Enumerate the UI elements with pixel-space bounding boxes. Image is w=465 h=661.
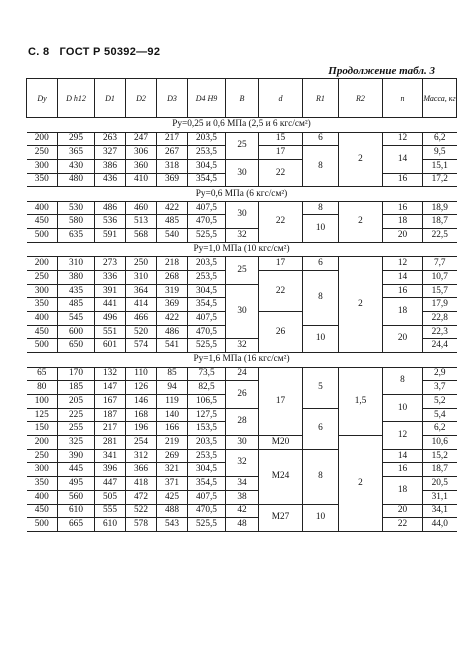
cell: 445 [58,463,95,477]
cell: 407,5 [188,201,226,215]
flange-dimensions-table [26,78,457,532]
cell: 17 [259,367,303,435]
cell: 591 [95,229,126,243]
cell: 410 [126,173,157,187]
cell: 219 [157,436,188,450]
cell: 10,6 [423,436,457,450]
cell: 250 [27,146,58,160]
cell: 16 [383,284,423,298]
cell: 20 [383,229,423,243]
cell: 150 [27,422,58,436]
col-r2: R2 [339,79,383,118]
cell: 555 [95,504,126,518]
cell: 300 [27,463,58,477]
cell: 610 [58,504,95,518]
cell: 2 [339,257,383,353]
cell: 466 [126,312,157,326]
cell: 82,5 [188,381,226,395]
cell: 635 [58,229,95,243]
cell: 15 [259,132,303,146]
cell: 250 [27,449,58,463]
cell: 25 [226,132,259,159]
cell: 568 [126,229,157,243]
table-row [27,367,457,381]
cell: 500 [27,518,58,532]
cell: 390 [58,449,95,463]
cell: 354,5 [188,173,226,187]
cell: 273 [95,257,126,271]
cell: 366 [126,463,157,477]
cell: 26 [259,312,303,353]
cell: 14 [383,146,423,173]
cell: 336 [95,271,126,285]
cell: 30 [226,284,259,339]
cell: M27 [259,504,303,531]
cell: 30 [226,436,259,450]
cell: 18,7 [423,463,457,477]
cell: 450 [27,504,58,518]
cell: 450 [27,215,58,229]
cell: 187 [95,408,126,422]
cell: 80 [27,381,58,395]
cell: 6,2 [423,422,457,436]
cell: M24 [259,449,303,504]
cell: 119 [157,395,188,409]
cell: 8 [303,449,339,504]
cell: 185 [58,381,95,395]
cell: 269 [157,449,188,463]
cell: 126 [126,381,157,395]
cell: 20,5 [423,477,457,491]
cell: 318 [157,159,188,173]
cell: 170 [58,367,95,381]
cell: 450 [27,325,58,339]
cell: 12 [383,257,423,271]
cell: 470,5 [188,325,226,339]
cell: 470,5 [188,215,226,229]
cell: 436 [95,173,126,187]
cell: 495 [58,477,95,491]
cell: 8 [383,367,423,394]
cell: 5,2 [423,395,457,409]
cell: 225 [58,408,95,422]
cell: 422 [157,201,188,215]
cell: 321 [157,463,188,477]
cell: 18 [383,215,423,229]
cell: 17,2 [423,173,457,187]
standard-number: ГОСТ Р 50392—92 [59,46,161,58]
cell: 140 [157,408,188,422]
cell: 31,1 [423,490,457,504]
cell: 281 [95,436,126,450]
cell: 25 [226,257,259,284]
cell: 203,5 [188,257,226,271]
cell: 6,2 [423,132,457,146]
cell: 551 [95,325,126,339]
cell: 386 [95,159,126,173]
col-b: B [226,79,259,118]
table-row [27,449,457,463]
cell: 106,5 [188,395,226,409]
cell: 200 [27,257,58,271]
cell: 486 [95,201,126,215]
cell: 267 [157,146,188,160]
cell: 28 [226,408,259,435]
cell: 32 [226,229,259,243]
cell: 525,5 [188,339,226,353]
cell: 306 [126,146,157,160]
cell: 485 [58,298,95,312]
cell: 360 [126,159,157,173]
cell: 196 [126,422,157,436]
section-title-row [27,118,457,133]
table-header-row [27,79,457,118]
cell: 2 [339,132,383,187]
table-row [27,229,457,243]
cell: 665 [58,518,95,532]
cell: 10,7 [423,271,457,285]
cell: 513 [126,215,157,229]
cell: 146 [126,395,157,409]
cell: 391 [95,284,126,298]
cell: 530 [58,201,95,215]
col-r1: R1 [303,79,339,118]
cell: 472 [126,490,157,504]
cell: 6 [303,257,339,271]
cell: 341 [95,449,126,463]
cell: 16 [383,173,423,187]
cell: 500 [27,229,58,243]
col-d3: D3 [157,79,188,118]
cell: 85 [157,367,188,381]
cell: 17,9 [423,298,457,312]
cell: 18 [383,477,423,504]
cell: 541 [157,339,188,353]
cell: 470,5 [188,504,226,518]
section-title: Py=1,0 МПа (10 кгс/см²) [193,244,290,255]
cell: 2,9 [423,367,457,381]
cell: 2 [339,201,383,242]
cell: 354,5 [188,477,226,491]
section-title-row [27,187,457,202]
cell: 350 [27,477,58,491]
cell: 253,5 [188,271,226,285]
cell: 34,1 [423,504,457,518]
cell: 110 [126,367,157,381]
cell: 2 [339,436,383,532]
cell: 167 [95,395,126,409]
cell: 22 [383,518,423,532]
cell: 73,5 [188,367,226,381]
cell: 254 [126,436,157,450]
col-d2: D2 [126,79,157,118]
table-row [27,518,457,532]
cell: 610 [95,518,126,532]
cell: 10 [383,395,423,422]
cell: 38 [226,490,259,504]
table-row [27,201,457,215]
cell: 253,5 [188,449,226,463]
col-n: n [383,79,423,118]
cell: 16 [383,201,423,215]
cell: 65 [27,367,58,381]
cell: 560 [58,490,95,504]
cell: 22 [259,271,303,312]
cell: 203,5 [188,436,226,450]
cell: 12 [383,132,423,146]
cell: 15,7 [423,284,457,298]
cell: 350 [27,298,58,312]
cell: 460 [126,201,157,215]
cell: 601 [95,339,126,353]
cell: 32 [226,449,259,476]
section-title-row [27,242,457,257]
table-row [27,504,457,518]
cell: 42 [226,504,259,518]
cell: 166 [157,422,188,436]
page-header [28,46,160,58]
cell: 522 [126,504,157,518]
cell: 574 [126,339,157,353]
cell: 505 [95,490,126,504]
cell: 218 [157,257,188,271]
cell: 205 [58,395,95,409]
cell: 22,3 [423,325,457,339]
cell: 300 [27,284,58,298]
table-row [27,257,457,271]
cell: 578 [126,518,157,532]
cell: 543 [157,518,188,532]
col-mass: Масса, кг [423,79,457,118]
cell: 525,5 [188,518,226,532]
cell: 536 [95,215,126,229]
cell: 430 [58,159,95,173]
cell: 22,8 [423,312,457,326]
cell: 304,5 [188,284,226,298]
cell: 5,4 [423,408,457,422]
cell: 295 [58,132,95,146]
cell: 217 [157,132,188,146]
cell: 268 [157,271,188,285]
cell: 650 [58,339,95,353]
cell: 5 [303,367,339,408]
cell: 327 [95,146,126,160]
cell: 3,7 [423,381,457,395]
cell: 22 [259,159,303,186]
cell: 369 [157,173,188,187]
cell: 425 [157,490,188,504]
col-bolt-d: d [259,79,303,118]
cell: 396 [95,463,126,477]
cell: 407,5 [188,490,226,504]
cell: 10 [303,504,339,531]
cell: 247 [126,132,157,146]
cell: 48 [226,518,259,532]
cell: 496 [95,312,126,326]
cell: 304,5 [188,159,226,173]
cell: 16 [383,463,423,477]
cell: 94 [157,381,188,395]
cell: 485 [157,215,188,229]
cell: 34 [226,477,259,491]
cell: 6 [303,132,339,146]
cell: 488 [157,504,188,518]
cell: 414 [126,298,157,312]
cell: 217 [95,422,126,436]
cell: 18 [383,298,423,325]
continuation-label: Продолжение табл. 3 [328,65,435,77]
cell: 380 [58,271,95,285]
table-row [27,477,457,491]
cell: 9,5 [423,146,457,160]
cell: 44,0 [423,518,457,532]
cell: 1,5 [339,367,383,435]
section-title-row [27,353,457,368]
cell: 24,4 [423,339,457,353]
page-number: С. 8 [28,46,50,58]
cell: 200 [27,132,58,146]
cell: 364 [126,284,157,298]
cell: 153,5 [188,422,226,436]
cell: 18,9 [423,201,457,215]
cell: 486 [157,325,188,339]
cell: 8 [303,271,339,326]
cell: 12 [383,422,423,449]
cell: 422 [157,312,188,326]
cell: 10 [303,215,339,242]
cell: 400 [27,490,58,504]
cell: 354,5 [188,298,226,312]
cell: 100 [27,395,58,409]
cell: 540 [157,229,188,243]
cell: 312 [126,449,157,463]
cell: 14 [383,449,423,463]
cell: 525,5 [188,229,226,243]
cell: 441 [95,298,126,312]
cell: 18,7 [423,215,457,229]
cell: 263 [95,132,126,146]
cell: 125 [27,408,58,422]
cell: 203,5 [188,132,226,146]
cell: 580 [58,215,95,229]
cell: 200 [27,436,58,450]
cell: 253,5 [188,146,226,160]
col-d1: D1 [95,79,126,118]
cell: 22 [259,201,303,242]
cell: 26 [226,381,259,408]
cell: 371 [157,477,188,491]
col-dy: Dy [27,79,58,118]
cell: 325 [58,436,95,450]
cell: 6 [303,408,339,449]
cell: 300 [27,159,58,173]
cell: 30 [226,159,259,186]
cell: 369 [157,298,188,312]
cell: 15,2 [423,449,457,463]
cell: 400 [27,312,58,326]
cell: 319 [157,284,188,298]
table-row [27,284,457,298]
cell: 407,5 [188,312,226,326]
cell: 24 [226,367,259,381]
cell: 480 [58,173,95,187]
cell: 447 [95,477,126,491]
section-title: Py=1,6 МПа (16 кгс/см²) [193,354,290,365]
cell: 17 [259,257,303,271]
cell: 250 [27,271,58,285]
cell: 30 [226,201,259,228]
table-row [27,132,457,146]
cell: 600 [58,325,95,339]
cell: 132 [95,367,126,381]
cell: 250 [126,257,157,271]
cell: 365 [58,146,95,160]
cell: 8 [303,201,339,215]
cell: 435 [58,284,95,298]
section-title: Py=0,25 и 0,6 МПа (2,5 и 6 кгс/см²) [172,119,311,130]
cell: 20 [383,504,423,518]
cell: M20 [259,436,303,450]
cell: 32 [226,339,259,353]
cell: 350 [27,173,58,187]
col-d4: D4 H9 [188,79,226,118]
cell: 520 [126,325,157,339]
section-title: Py=0,6 МПа (6 кгс/см²) [195,188,288,199]
cell: 400 [27,201,58,215]
cell: 310 [126,271,157,285]
cell: 14 [383,271,423,285]
cell: 127,5 [188,408,226,422]
cell: 17 [259,146,303,160]
col-d: D h12 [58,79,95,118]
cell: 7,7 [423,257,457,271]
cell: 20 [383,325,423,352]
cell: 310 [58,257,95,271]
cell: 168 [126,408,157,422]
cell: 255 [58,422,95,436]
cell: 418 [126,477,157,491]
cell: 147 [95,381,126,395]
cell: 22,5 [423,229,457,243]
cell: 8 [303,146,339,187]
cell: 500 [27,339,58,353]
cell: 10 [303,325,339,352]
cell: 15,1 [423,159,457,173]
cell: 304,5 [188,463,226,477]
cell: 545 [58,312,95,326]
